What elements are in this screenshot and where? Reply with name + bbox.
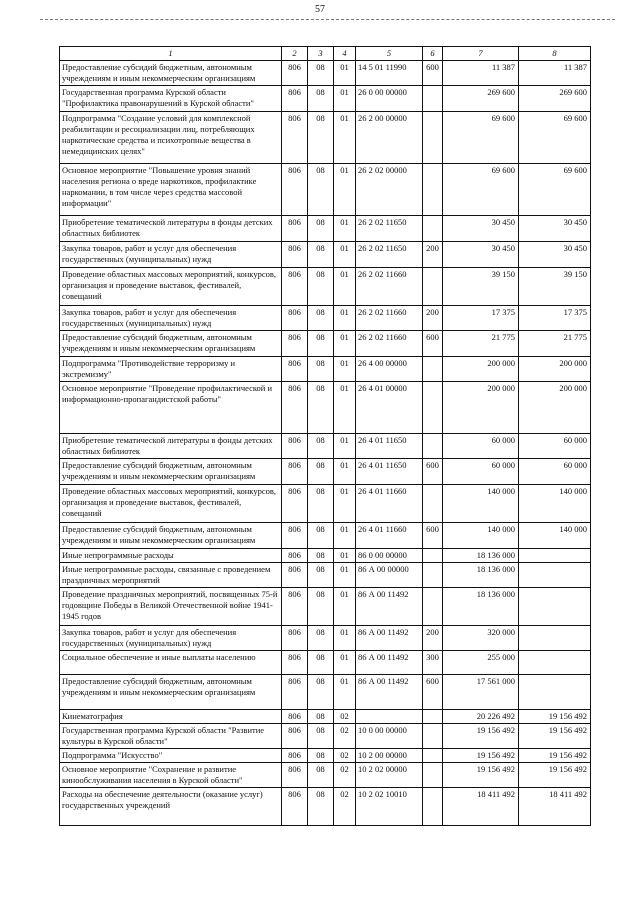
row-amount-cell: 200 000 [443, 382, 519, 434]
row-code-cell: 806 [282, 762, 308, 787]
table-row [60, 587, 591, 625]
row-expense-type-cell [423, 112, 443, 164]
row-name-cell: Подпрограмма "Создание условий для комплексной реабилитации и ресоциализации лиц, потребляющих наркотические средства и психотропные вещества в немедицинских целях" [60, 112, 282, 164]
row-code-cell: 806 [282, 548, 308, 562]
row-expense-type-cell: 200 [423, 306, 443, 331]
column-header: 8 [519, 47, 591, 61]
row-code-cell: 806 [282, 674, 308, 709]
row-code-cell: 806 [282, 86, 308, 112]
row-code-cell: 806 [282, 522, 308, 548]
row-amount2-cell: 11 387 [519, 61, 591, 86]
row-code-cell: 806 [282, 242, 308, 268]
row-amount-cell: 69 600 [443, 112, 519, 164]
row-expense-type-cell: 600 [423, 61, 443, 86]
row-subsection-cell: 01 [334, 357, 356, 382]
row-amount2-cell: 269 600 [519, 86, 591, 112]
row-target-article-cell: 14 5 01 11990 [356, 61, 423, 86]
row-name-cell: Иные непрограммные расходы [60, 548, 282, 562]
row-name-cell: Предоставление субсидий бюджетным, автономным учреждениям и иным некоммерческим организациям [60, 331, 282, 357]
row-target-article-cell [356, 709, 423, 723]
row-target-article-cell: 26 4 01 11650 [356, 459, 423, 484]
table-row [60, 459, 591, 484]
row-name-cell: Закупка товаров, работ и услуг для обеспечения государственных (муниципальных) нужд [60, 625, 282, 650]
row-section-cell: 08 [308, 548, 334, 562]
row-section-cell: 08 [308, 306, 334, 331]
row-subsection-cell: 01 [334, 548, 356, 562]
row-amount-cell: 17 561 000 [443, 674, 519, 709]
row-name-cell: Государственная программа Курской области "Развитие культуры в Курской области" [60, 723, 282, 748]
row-section-cell: 08 [308, 762, 334, 787]
row-amount2-cell: 17 375 [519, 306, 591, 331]
row-amount-cell: 18 136 000 [443, 548, 519, 562]
row-section-cell: 08 [308, 625, 334, 650]
row-subsection-cell: 01 [334, 522, 356, 548]
row-subsection-cell: 01 [334, 268, 356, 306]
row-code-cell: 806 [282, 61, 308, 86]
row-target-article-cell: 26 2 02 00000 [356, 164, 423, 216]
row-amount-cell: 18 136 000 [443, 587, 519, 625]
row-target-article-cell: 86 А 00 11492 [356, 674, 423, 709]
budget-table [59, 46, 591, 826]
row-name-cell: Проведение праздничных мероприятий, посвященных 75-й годовщине Победы в Великой Отечественной войне 1941-1945 годов [60, 587, 282, 625]
row-amount-cell: 20 226 492 [443, 709, 519, 723]
row-name-cell: Предоставление субсидий бюджетным, автономным учреждениям и иным некоммерческим организациям [60, 61, 282, 86]
row-expense-type-cell [423, 723, 443, 748]
table-row [60, 357, 591, 382]
row-section-cell: 08 [308, 61, 334, 86]
row-name-cell: Приобретение тематической литературы в фонды детских областных библиотек [60, 216, 282, 242]
table-row [60, 723, 591, 748]
table-row [60, 382, 591, 434]
row-subsection-cell: 01 [334, 434, 356, 459]
row-amount-cell: 140 000 [443, 484, 519, 522]
table-row [60, 562, 591, 587]
row-subsection-cell: 01 [334, 164, 356, 216]
table-header-row [60, 47, 591, 61]
row-subsection-cell: 01 [334, 242, 356, 268]
row-amount-cell: 30 450 [443, 242, 519, 268]
row-expense-type-cell: 200 [423, 242, 443, 268]
row-subsection-cell: 01 [334, 459, 356, 484]
row-target-article-cell: 86 А 00 11492 [356, 587, 423, 625]
row-amount2-cell: 19 156 492 [519, 748, 591, 762]
row-target-article-cell: 26 4 01 11650 [356, 434, 423, 459]
row-expense-type-cell [423, 164, 443, 216]
row-target-article-cell: 10 0 00 00000 [356, 723, 423, 748]
row-code-cell: 806 [282, 331, 308, 357]
row-target-article-cell: 26 4 01 11660 [356, 522, 423, 548]
row-subsection-cell: 01 [334, 331, 356, 357]
table-row [60, 762, 591, 787]
row-amount-cell: 255 000 [443, 650, 519, 674]
row-code-cell: 806 [282, 112, 308, 164]
row-section-cell: 08 [308, 723, 334, 748]
row-target-article-cell: 26 2 00 00000 [356, 112, 423, 164]
row-amount2-cell: 21 775 [519, 331, 591, 357]
row-code-cell: 806 [282, 459, 308, 484]
table-row [60, 522, 591, 548]
table-row [60, 86, 591, 112]
row-expense-type-cell [423, 484, 443, 522]
row-code-cell: 806 [282, 723, 308, 748]
row-target-article-cell: 26 2 02 11650 [356, 242, 423, 268]
row-code-cell: 806 [282, 484, 308, 522]
row-amount2-cell: 30 450 [519, 216, 591, 242]
row-amount2-cell: 19 156 492 [519, 762, 591, 787]
row-subsection-cell: 01 [334, 562, 356, 587]
row-name-cell: Приобретение тематической литературы в фонды детских областных библиотек [60, 434, 282, 459]
row-amount2-cell [519, 587, 591, 625]
row-name-cell: Закупка товаров, работ и услуг для обеспечения государственных (муниципальных) нужд [60, 242, 282, 268]
row-subsection-cell: 01 [334, 650, 356, 674]
table-row [60, 306, 591, 331]
row-expense-type-cell [423, 382, 443, 434]
table-body [60, 61, 591, 826]
table-row [60, 674, 591, 709]
table-row [60, 484, 591, 522]
row-code-cell: 806 [282, 382, 308, 434]
row-subsection-cell: 02 [334, 709, 356, 723]
row-section-cell: 08 [308, 268, 334, 306]
row-section-cell: 08 [308, 562, 334, 587]
row-subsection-cell: 01 [334, 625, 356, 650]
row-amount-cell: 60 000 [443, 434, 519, 459]
row-target-article-cell: 86 А 00 11492 [356, 650, 423, 674]
row-amount2-cell: 200 000 [519, 357, 591, 382]
row-subsection-cell: 01 [334, 216, 356, 242]
row-amount-cell: 30 450 [443, 216, 519, 242]
row-amount2-cell: 19 156 492 [519, 709, 591, 723]
row-code-cell: 806 [282, 709, 308, 723]
column-header: 6 [423, 47, 443, 61]
row-target-article-cell: 26 4 01 00000 [356, 382, 423, 434]
row-expense-type-cell: 200 [423, 625, 443, 650]
row-amount2-cell: 140 000 [519, 522, 591, 548]
row-subsection-cell: 01 [334, 484, 356, 522]
row-expense-type-cell [423, 548, 443, 562]
row-name-cell: Основное мероприятие "Проведение профилактической и информационно-пропагандистской работы" [60, 382, 282, 434]
row-amount2-cell [519, 562, 591, 587]
row-expense-type-cell: 600 [423, 331, 443, 357]
row-code-cell: 806 [282, 357, 308, 382]
row-target-article-cell: 10 2 02 10010 [356, 788, 423, 826]
row-target-article-cell: 10 2 02 00000 [356, 762, 423, 787]
row-code-cell: 806 [282, 748, 308, 762]
row-section-cell: 08 [308, 112, 334, 164]
row-amount-cell: 200 000 [443, 357, 519, 382]
table-row [60, 164, 591, 216]
row-subsection-cell: 02 [334, 762, 356, 787]
row-subsection-cell: 01 [334, 587, 356, 625]
row-amount2-cell [519, 625, 591, 650]
table-row [60, 216, 591, 242]
row-expense-type-cell [423, 788, 443, 826]
row-target-article-cell: 26 4 00 00000 [356, 357, 423, 382]
row-section-cell: 08 [308, 434, 334, 459]
row-expense-type-cell [423, 86, 443, 112]
row-subsection-cell: 01 [334, 382, 356, 434]
column-header: 3 [308, 47, 334, 61]
row-target-article-cell: 86 А 00 11492 [356, 625, 423, 650]
row-code-cell: 806 [282, 625, 308, 650]
row-amount2-cell [519, 548, 591, 562]
column-header: 1 [60, 47, 282, 61]
row-amount2-cell: 60 000 [519, 434, 591, 459]
column-header: 2 [282, 47, 308, 61]
row-code-cell: 806 [282, 216, 308, 242]
table-row [60, 331, 591, 357]
row-section-cell: 08 [308, 357, 334, 382]
row-amount2-cell: 200 000 [519, 382, 591, 434]
row-amount2-cell: 140 000 [519, 484, 591, 522]
column-header: 4 [334, 47, 356, 61]
table-row [60, 112, 591, 164]
row-expense-type-cell [423, 709, 443, 723]
table-row [60, 748, 591, 762]
row-code-cell: 806 [282, 164, 308, 216]
row-subsection-cell: 02 [334, 788, 356, 826]
row-section-cell: 08 [308, 709, 334, 723]
row-name-cell: Подпрограмма "Противодействие терроризму и экстремизму" [60, 357, 282, 382]
table-row [60, 709, 591, 723]
table-row [60, 548, 591, 562]
row-code-cell: 806 [282, 650, 308, 674]
row-expense-type-cell: 600 [423, 459, 443, 484]
row-name-cell: Кинематография [60, 709, 282, 723]
row-subsection-cell: 01 [334, 306, 356, 331]
row-target-article-cell: 86 А 00 00000 [356, 562, 423, 587]
row-name-cell: Предоставление субсидий бюджетным, автономным учреждениям и иным некоммерческим организациям [60, 522, 282, 548]
row-amount-cell: 19 156 492 [443, 762, 519, 787]
row-amount2-cell: 69 600 [519, 164, 591, 216]
row-section-cell: 08 [308, 484, 334, 522]
row-amount-cell: 60 000 [443, 459, 519, 484]
row-amount-cell: 320 000 [443, 625, 519, 650]
row-amount-cell: 18 411 492 [443, 788, 519, 826]
row-name-cell: Проведение областных массовых мероприятий, конкурсов, организация и проведение выставок, фестивалей, совещаний [60, 268, 282, 306]
row-target-article-cell: 10 2 00 00000 [356, 748, 423, 762]
table-row [60, 434, 591, 459]
row-expense-type-cell [423, 762, 443, 787]
table-row [60, 650, 591, 674]
row-target-article-cell: 26 2 02 11660 [356, 268, 423, 306]
row-section-cell: 08 [308, 650, 334, 674]
row-code-cell: 806 [282, 788, 308, 826]
row-section-cell: 08 [308, 748, 334, 762]
row-expense-type-cell [423, 434, 443, 459]
row-code-cell: 806 [282, 434, 308, 459]
row-subsection-cell: 01 [334, 112, 356, 164]
row-name-cell: Проведение областных массовых мероприятий, конкурсов, организация и проведение выставок, фестивалей, совещаний [60, 484, 282, 522]
row-target-article-cell: 26 2 02 11650 [356, 216, 423, 242]
row-amount-cell: 69 600 [443, 164, 519, 216]
row-section-cell: 08 [308, 459, 334, 484]
page-number: 57 [315, 4, 325, 15]
row-name-cell: Подпрограмма "Искусство" [60, 748, 282, 762]
row-expense-type-cell: 600 [423, 674, 443, 709]
row-section-cell: 08 [308, 86, 334, 112]
table-row [60, 788, 591, 826]
page-top-rule [40, 19, 615, 20]
row-amount-cell: 269 600 [443, 86, 519, 112]
row-code-cell: 806 [282, 562, 308, 587]
row-amount-cell: 11 387 [443, 61, 519, 86]
table-row [60, 625, 591, 650]
column-header: 7 [443, 47, 519, 61]
row-amount-cell: 140 000 [443, 522, 519, 548]
row-target-article-cell: 26 4 01 11660 [356, 484, 423, 522]
row-subsection-cell: 01 [334, 86, 356, 112]
row-expense-type-cell: 300 [423, 650, 443, 674]
row-code-cell: 806 [282, 587, 308, 625]
row-code-cell: 806 [282, 306, 308, 331]
row-section-cell: 08 [308, 382, 334, 434]
row-amount2-cell: 60 000 [519, 459, 591, 484]
row-amount2-cell: 19 156 492 [519, 723, 591, 748]
row-subsection-cell: 02 [334, 748, 356, 762]
row-target-article-cell: 86 0 00 00000 [356, 548, 423, 562]
row-subsection-cell: 02 [334, 723, 356, 748]
row-name-cell: Предоставление субсидий бюджетным, автономным учреждениям и иным некоммерческим организациям [60, 674, 282, 709]
row-amount-cell: 18 136 000 [443, 562, 519, 587]
table-row [60, 61, 591, 86]
row-amount2-cell: 39 150 [519, 268, 591, 306]
row-amount2-cell: 30 450 [519, 242, 591, 268]
row-section-cell: 08 [308, 216, 334, 242]
row-section-cell: 08 [308, 164, 334, 216]
row-expense-type-cell: 600 [423, 522, 443, 548]
row-subsection-cell: 01 [334, 674, 356, 709]
row-target-article-cell: 26 0 00 00000 [356, 86, 423, 112]
column-header: 5 [356, 47, 423, 61]
row-amount-cell: 19 156 492 [443, 723, 519, 748]
row-name-cell: Социальное обеспечение и иные выплаты населению [60, 650, 282, 674]
table-row [60, 242, 591, 268]
row-amount-cell: 17 375 [443, 306, 519, 331]
row-amount2-cell [519, 650, 591, 674]
row-expense-type-cell [423, 357, 443, 382]
row-expense-type-cell [423, 748, 443, 762]
row-amount2-cell: 18 411 492 [519, 788, 591, 826]
row-section-cell: 08 [308, 242, 334, 268]
row-amount-cell: 39 150 [443, 268, 519, 306]
row-expense-type-cell [423, 587, 443, 625]
row-subsection-cell: 01 [334, 61, 356, 86]
row-name-cell: Государственная программа Курской области "Профилактика правонарушений в Курской области" [60, 86, 282, 112]
row-section-cell: 08 [308, 788, 334, 826]
row-name-cell: Закупка товаров, работ и услуг для обеспечения государственных (муниципальных) нужд [60, 306, 282, 331]
row-section-cell: 08 [308, 674, 334, 709]
row-section-cell: 08 [308, 587, 334, 625]
row-expense-type-cell [423, 268, 443, 306]
row-name-cell: Иные непрограммные расходы, связанные с проведением праздничных мероприятий [60, 562, 282, 587]
row-expense-type-cell [423, 562, 443, 587]
row-amount-cell: 21 775 [443, 331, 519, 357]
table-row [60, 268, 591, 306]
row-section-cell: 08 [308, 331, 334, 357]
row-name-cell: Основное мероприятие "Сохранение и развитие кинообслуживания населения в Курской области" [60, 762, 282, 787]
row-name-cell: Предоставление субсидий бюджетным, автономным учреждениям и иным некоммерческим организациям [60, 459, 282, 484]
row-name-cell: Основное мероприятие "Повышение уровня знаний населения региона о вреде наркотиков, профилактике наркомании, в том числе через средства массовой информации" [60, 164, 282, 216]
row-code-cell: 806 [282, 268, 308, 306]
row-target-article-cell: 26 2 02 11660 [356, 306, 423, 331]
row-section-cell: 08 [308, 522, 334, 548]
row-amount2-cell: 69 600 [519, 112, 591, 164]
row-amount-cell: 19 156 492 [443, 748, 519, 762]
row-name-cell: Расходы на обеспечение деятельности (оказание услуг) государственных учреждений [60, 788, 282, 826]
row-target-article-cell: 26 2 02 11660 [356, 331, 423, 357]
row-expense-type-cell [423, 216, 443, 242]
row-amount2-cell [519, 674, 591, 709]
